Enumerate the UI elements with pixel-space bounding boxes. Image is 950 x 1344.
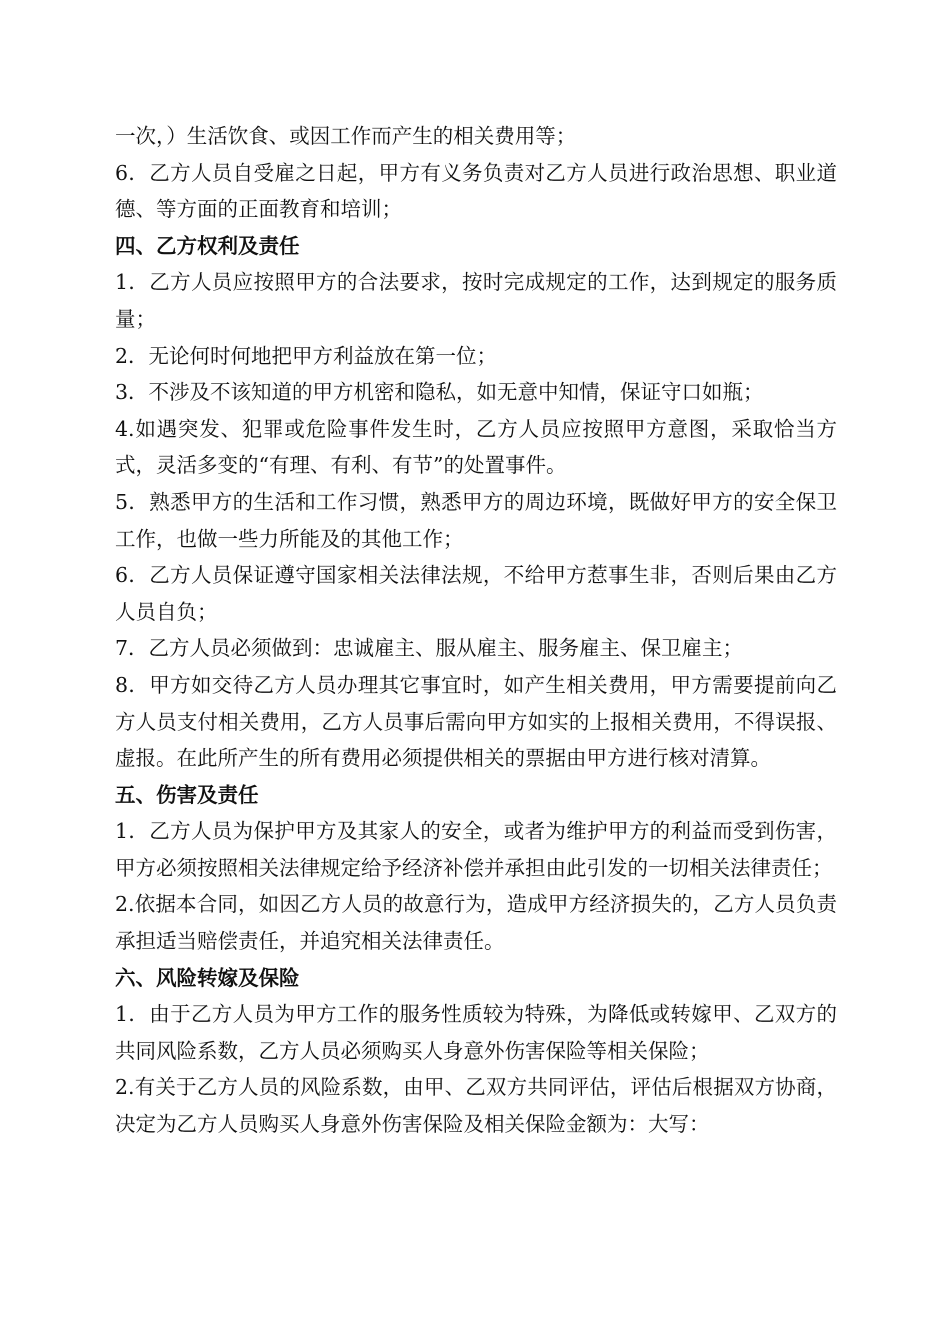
paragraph-clause-3-confidentiality: 3．不涉及不该知道的甲方机密和隐私，如无意中知情，保证守口如瓶； [115, 380, 764, 405]
paragraph-injury-2: 2.依据本合同，如因乙方人员的故意行为，造成甲方经济损失的，乙方人员负责承担适当赔偿责任，并追究相关法律责任。 [115, 892, 837, 954]
paragraph-insurance-2: 2.有关于乙方人员的风险系数，由甲、乙双方共同评估，评估后根据双方协商，决定为乙方人员购买人身意外伤害保险及相关保险金额为：大写： [115, 1075, 837, 1137]
section-heading-4: 四、乙方权利及责任 [115, 233, 300, 258]
paragraph-clause-2-priority: 2．无论何时何地把甲方利益放在第一位； [115, 343, 498, 368]
paragraph-insurance-1: 1．由于乙方人员为甲方工作的服务性质较为特殊，为降低或转嫁甲、乙双方的共同风险系数，乙方人员必须购买人身意外伤害保险等相关保险； [115, 1002, 837, 1063]
section-heading-6: 六、风险转嫁及保险 [115, 965, 300, 990]
paragraph-clause-6-law: 6．乙方人员保证遵守国家相关法律法规，不给甲方惹事生非，否则后果由乙方人员自负； [115, 563, 837, 624]
paragraph-clause-8-expenses: 8．甲方如交待乙方人员办理其它事宜时，如产生相关费用，甲方需要提前向乙方人员支付相关费用，乙方人员事后需向甲方如实的上报相关费用，不得误报、虚报。在此所产生的所有费用必须提供相关的票据由甲方进行核对清算。 [115, 672, 837, 771]
paragraph-clause-7-loyalty: 7．乙方人员必须做到：忠诚雇主、服从雇主、服务雇主、保卫雇主； [115, 636, 744, 661]
paragraph-clause-6-training: 6．乙方人员自受雇之日起，甲方有义务负责对乙方人员进行政治思想、职业道德、等方面的正面教育和培训； [115, 160, 837, 222]
paragraph-clause-4-emergency: 4.如遇突发、犯罪或危险事件发生时，乙方人员应按照甲方意图，采取恰当方式，灵活多变的“有理、有利、有节”的处置事件。 [115, 416, 837, 478]
document-page [115, 118, 837, 1143]
paragraph-clause-1-duties: 1．乙方人员应按照甲方的合法要求，按时完成规定的工作，达到规定的服务质量； [115, 270, 837, 331]
paragraph-injury-1: 1．乙方人员为保护甲方及其家人的安全，或者为维护甲方的利益而受到伤害，甲方必须按照相关法律规定给予经济补偿并承担由此引发的一切相关法律责任； [115, 819, 837, 880]
section-heading-5: 五、伤害及责任 [115, 782, 259, 807]
paragraph-clause-5-familiarity: 5．熟悉甲方的生活和工作习惯，熟悉甲方的周边环境，既做好甲方的安全保卫工作，也做一些力所能及的其他工作； [115, 489, 837, 551]
paragraph-expenses-continued: 一次，）生活饮食、或因工作而产生的相关费用等； [115, 124, 577, 148]
